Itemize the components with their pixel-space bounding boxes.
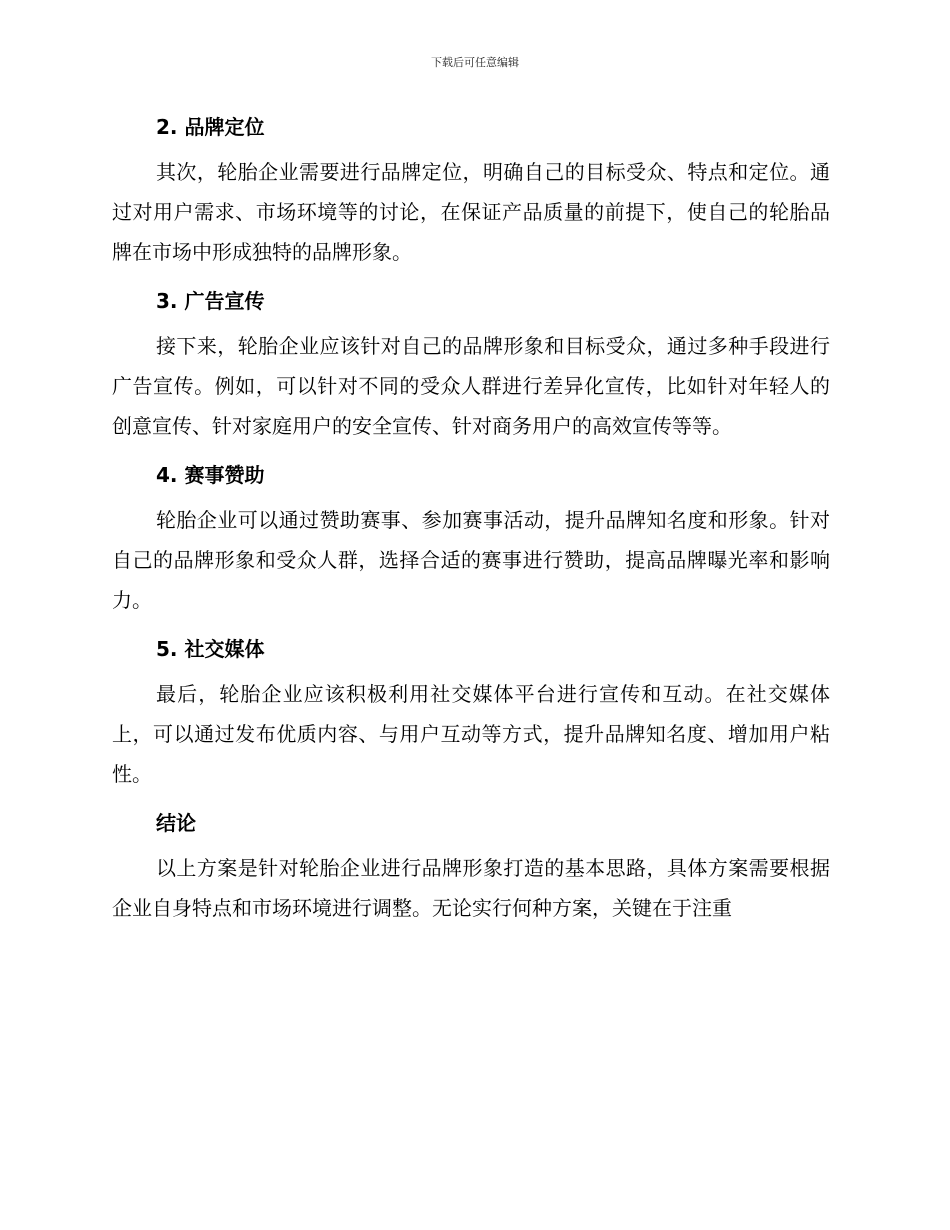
section-heading-sponsorship: 4. 赛事赞助 <box>156 463 265 487</box>
section-heading-conclusion: 结论 <box>156 811 196 835</box>
section-paragraph-sponsorship: 轮胎企业可以通过赞助赛事、参加赛事活动，提升品牌知名度和形象。针对自己的品牌形象和受众人群，选择合适的赛事进行赞助，提高品牌曝光率和影响力。 <box>112 508 830 612</box>
section-heading-social-media: 5. 社交媒体 <box>156 637 265 661</box>
section-paragraph-advertising: 接下来，轮胎企业应该针对自己的品牌形象和目标受众，通过多种手段进行广告宣传。例如，可以针对不同的受众人群进行差异化宣传，比如针对年轻人的创意宣传、针对家庭用户的安全宣传、针对商务用户的高效宣传等等。 <box>112 334 830 438</box>
section-paragraph-conclusion: 以上方案是针对轮胎企业进行品牌形象打造的基本思路，具体方案需要根据企业自身特点和市场环境进行调整。无论实行何种方案，关键在于注重 <box>112 856 830 920</box>
section-paragraph-brand-positioning: 其次，轮胎企业需要进行品牌定位，明确自己的目标受众、特点和定位。通过对用户需求、市场环境等的讨论，在保证产品质量的前提下，使自己的轮胎品牌在市场中形成独特的品牌形象。 <box>112 160 830 264</box>
page-header: 下载后可任意编辑 <box>431 56 519 69</box>
section-heading-advertising: 3. 广告宣传 <box>156 289 265 313</box>
section-heading-brand-positioning: 2. 品牌定位 <box>156 115 265 139</box>
section-paragraph-social-media: 最后，轮胎企业应该积极利用社交媒体平台进行宣传和互动。在社交媒体上，可以通过发布优质内容、与用户互动等方式，提升品牌知名度、增加用户粘性。 <box>112 682 830 786</box>
document-body <box>112 108 830 938</box>
